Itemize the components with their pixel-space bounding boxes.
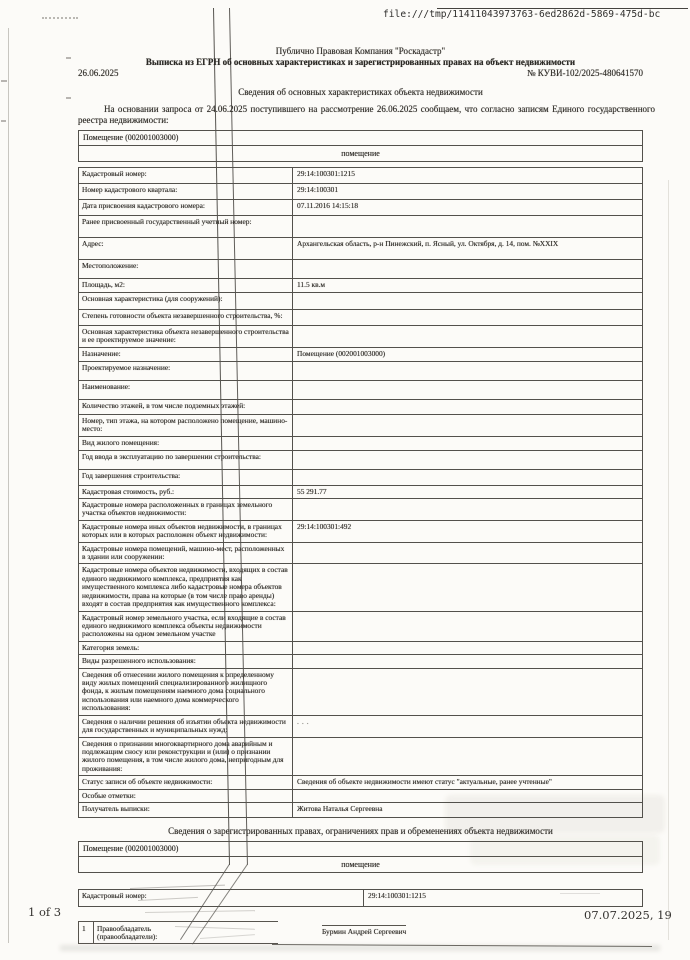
row-value: ...	[297, 716, 312, 726]
scan-mark-artifact	[1, 120, 6, 122]
table-border	[78, 943, 278, 944]
table-row	[79, 655, 642, 668]
row-value: Житова Наталья Сергеевна	[297, 804, 383, 813]
row-label: Основная характеристика объекта незавершенного строительства и ее проектируемое значение:	[79, 326, 293, 347]
row-label: Вид жилого помещения:	[79, 437, 293, 450]
row-label: Площадь, м2:	[79, 279, 293, 292]
row-value	[293, 400, 642, 414]
object-kind: Помещение (002001003000)	[83, 133, 179, 142]
document-date: 26.06.2025	[78, 68, 119, 78]
row-label: Виды разрешенного использования:	[79, 655, 293, 667]
scan-line-artifact	[437, 8, 688, 9]
table-row	[79, 716, 642, 738]
table-row	[79, 521, 642, 543]
scan-edge-artifact	[668, 180, 669, 940]
object-kind-sub: помещение	[341, 149, 380, 158]
object-kind-row	[79, 131, 642, 146]
document-meta	[78, 68, 643, 79]
row-value: 29:14:100301:1215	[368, 891, 426, 900]
table-row	[79, 470, 642, 486]
row-label: Дата присвоения кадастрового номера:	[79, 200, 293, 215]
rights-holder-name: Бурмин Андрей Сергеевич	[322, 927, 407, 936]
row-label: Количество этажей, в том числе подземных этажей:	[79, 400, 293, 414]
table-row	[79, 362, 642, 381]
row-label: Статус записи об объекте недвижимости:	[79, 776, 293, 788]
row-label: Кадастровый номер:	[79, 890, 364, 906]
row-label: Кадастровые номера расположенных в границах земельного участка объектов недвижимости:	[79, 499, 293, 520]
table-row	[79, 400, 642, 415]
table-row	[79, 890, 642, 906]
table-row	[79, 437, 642, 451]
table-row	[79, 451, 642, 470]
scan-mark-artifact	[1, 80, 7, 82]
row-value: Архангельская область, р-н Пинежский, п. Ясный, ул. Октября, д. 14, пом. №XXIX	[297, 239, 559, 248]
table-row	[79, 293, 642, 310]
table-border	[272, 944, 652, 947]
table-border	[78, 921, 79, 943]
scan-mark-artifact	[66, 97, 71, 99]
table-row	[79, 642, 642, 655]
row-label: Местоположение:	[79, 260, 293, 278]
row-value	[293, 612, 642, 641]
table-row	[79, 803, 642, 817]
print-timestamp: 07.07.2025, 19	[584, 908, 672, 922]
row-label: Адрес:	[79, 238, 293, 259]
row-label: Сведения об отнесении жилого помещения к определенному виду жилых помещений специализированного жилищного фонда, к жилым помещениям наемного дома социального использования или наемного дома коммерческого использования:	[79, 669, 293, 715]
row-label: Степень готовности объекта незавершенного строительства, %:	[79, 310, 293, 325]
row-value	[293, 293, 642, 309]
table-row	[79, 669, 642, 716]
row-value	[293, 738, 642, 776]
table-row	[79, 238, 642, 260]
table-row	[79, 216, 642, 238]
object-type-table	[78, 130, 643, 162]
table-row	[79, 279, 642, 293]
row-label: Сведения о наличии решения об изъятии объекта недвижимости для государственных и муниципальных нужд:	[79, 716, 293, 737]
table-row	[79, 790, 642, 803]
section-title-main: Сведения об основных характеристиках объекта недвижимости	[238, 87, 483, 97]
row-label: Кадастровый номер:	[79, 168, 293, 183]
row-value	[293, 216, 642, 237]
table-border	[93, 921, 94, 943]
row-value	[293, 381, 642, 399]
row-value	[293, 655, 642, 667]
row-value	[293, 669, 642, 715]
object-kind-sub: помещение	[341, 860, 380, 869]
row-label: Особые отметки:	[79, 790, 293, 802]
object-type-table-rights	[78, 841, 643, 873]
row-value	[293, 642, 642, 654]
row-value	[293, 543, 642, 564]
table-row	[79, 168, 642, 184]
row-value	[293, 310, 642, 325]
table-row	[79, 776, 642, 789]
table-row	[79, 486, 642, 499]
document-number: № КУВИ-102/2025-480641570	[526, 68, 643, 78]
table-border	[78, 921, 278, 922]
row-value	[293, 564, 642, 610]
document-content	[78, 46, 655, 953]
table-row	[79, 564, 642, 611]
object-kind: Помещение (002001003000)	[83, 844, 179, 853]
cadastral-number-table	[78, 889, 643, 907]
row-value	[293, 790, 642, 802]
row-label: Ранее присвоенный государственный учетный номер:	[79, 216, 293, 237]
row-label: Кадастровые номера иных объектов недвижимости, в границах которых или в которых расположен объект недвижимости:	[79, 521, 293, 542]
row-value	[293, 326, 642, 347]
object-kind-sub-row	[79, 146, 642, 161]
row-value	[293, 260, 642, 278]
table-row	[79, 415, 642, 437]
table-row	[79, 200, 642, 216]
table-row	[79, 348, 642, 362]
row-value	[293, 415, 642, 436]
rights-row-number: 1	[82, 924, 86, 933]
row-label: Год ввода в эксплуатацию по завершении строительства:	[79, 451, 293, 469]
row-label: Назначение:	[79, 348, 293, 361]
row-label: Год завершения строительства:	[79, 470, 293, 485]
row-value: 29:14:100301:492	[297, 521, 352, 531]
table-row	[79, 738, 642, 777]
print-url-header: file:///tmp/11411043973763-6ed2862d-5869-475d-bc	[383, 9, 661, 20]
organization-name: Публично Правовая Компания "Роскадастр"	[275, 46, 446, 56]
rights-holder-label: Правообладатель (правообладатели):	[97, 924, 158, 942]
row-label: Номер, тип этажа, на котором расположено помещение, машино-место:	[79, 415, 293, 436]
row-label: Получатель выписки:	[79, 803, 293, 817]
row-label: Кадастровая стоимость, руб.:	[79, 486, 293, 498]
row-value: 29:14:100301	[297, 185, 339, 194]
rights-holder-row	[78, 919, 643, 953]
row-value: 07.11.2016 14:15:18	[297, 201, 359, 210]
section-title-rights: Сведения о зарегистрированных правах, ограничениях прав и обременениях объекта недвижимости	[168, 826, 553, 836]
row-value: Сведения об объекте недвижимости имеют статус "актуальные, ранее учтенные"	[297, 777, 552, 787]
row-value: Помещение (002001003000)	[297, 348, 386, 358]
scan-smudge-artifact	[42, 17, 78, 19]
scan-mark-artifact	[66, 57, 71, 59]
row-label: Кадастровые номера объектов недвижимости, входящих в состав единого недвижимого комплекса, предприятия как имущественного комплекса либо кадастровые номера объектов недвижимости, права на которые (в том числе право аренды) входят в состав предприятия как имущественного комплекса:	[79, 564, 293, 610]
table-row	[79, 543, 642, 565]
page-number-indicator: 1 of 3	[28, 905, 62, 919]
row-label: Сведения о признании многоквартирного дома аварийным и подлежащим сносу или реконструкции и (или) о признании жилого помещения, в том числе жилого дома, непригодным для проживания:	[79, 738, 293, 776]
object-kind-sub-row	[79, 857, 642, 872]
intro-paragraph: На основании запроса от 24.06.2025 поступившего на рассмотрение 26.06.2025 сообщаем, что согласно записям Единого государственного реестра недвижимости:	[78, 104, 655, 125]
row-value	[293, 470, 642, 485]
table-row	[79, 326, 642, 348]
row-value	[293, 362, 642, 380]
table-row	[79, 310, 642, 326]
table-row	[79, 381, 642, 400]
row-label: Номер кадастрового квартала:	[79, 184, 293, 199]
row-label: Категория земель:	[79, 642, 293, 654]
document-title: Выписка из ЕГРН об основных характеристиках и зарегистрированных правах на объект недвижимости	[145, 57, 576, 67]
table-row	[79, 612, 642, 642]
row-value	[293, 437, 642, 450]
characteristics-table	[78, 167, 643, 818]
row-value	[293, 451, 642, 469]
row-label: Кадастровый номер земельного участка, если входящие в состав единого недвижимого комплекса объекты недвижимости расположены на одном земельном участке	[79, 612, 293, 641]
row-value	[293, 499, 642, 520]
row-value: 55 291.77	[297, 486, 327, 496]
row-label: Проектируемое назначение:	[79, 362, 293, 380]
object-kind-row	[79, 842, 642, 857]
table-row	[79, 499, 642, 521]
table-row	[79, 260, 642, 279]
row-label: Основная характеристика (для сооружений):	[79, 293, 293, 309]
row-label: Наименование:	[79, 381, 293, 399]
table-row	[79, 184, 642, 200]
scan-edge-artifact	[8, 28, 9, 943]
row-value: 11.5 кв.м	[297, 280, 326, 289]
row-label: Кадастровые номера помещений, машино-мест, расположенных в здании или сооружении:	[79, 543, 293, 564]
row-value: 29:14:100301:1215	[297, 169, 355, 178]
